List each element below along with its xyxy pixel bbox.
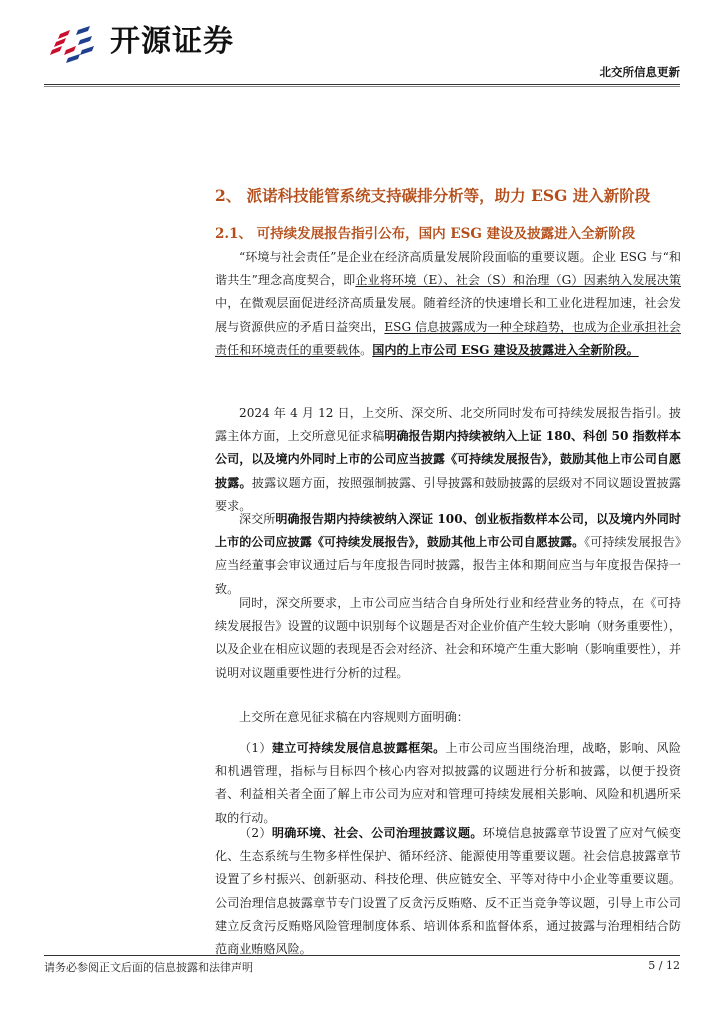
paragraph-esg-intro: “环境与社会责任”是企业在经济高质量发展阶段面临的重要议题。企业 ESG 与“和谐共生”理念高度契合，即企业将环境（E）、社会（S）和治理（G）因素纳入发展决策中，在微观层面促进经济高质量发展。随着经济的快速增长和工业化进程加速，社会发展与资源供应的矛盾日益突出，ESG 信息披露成为一种全球趋势，也成为企业承担社会责任和环境责任的重要载体。国内的上市公司 ESG 建设及披露进入全新阶段。 bbox=[215, 250, 682, 357]
paragraph-sse-content-rules: 上交所在意见征求稿在内容规则方面明确： bbox=[239, 710, 469, 724]
header-divider bbox=[44, 84, 680, 85]
section-heading: 2、 派诺科技能管系统支持碳排分析等，助力 ESG 进入新阶段 bbox=[215, 186, 651, 205]
paragraph-disclosure-framework: （1）建立可持续发展信息披露框架。上市公司应当围绕治理，战略，影响、风险和机遇管理，指标与目标四个核心内容对拟披露的议题进行分析和披露，以便于投资者、利益相关者全面了解上市公司为应对和管理可持续发展相关影响、风险和机遇所采取的行动。 bbox=[215, 741, 681, 825]
logo-text: 开源证券 bbox=[110, 24, 234, 59]
page-number: 5 / 12 bbox=[648, 959, 680, 972]
header-divider-thin bbox=[44, 86, 680, 87]
footer-disclaimer: 请务必参阅正文后面的信息披露和法律声明 bbox=[44, 961, 253, 974]
subsection-heading: 2.1、 可持续发展报告指引公布，国内 ESG 建设及披露进入全新阶段 bbox=[215, 226, 636, 242]
paragraph-sse-guideline: 2024 年 4 月 12 日，上交所、深交所、北交所同时发布可持续发展报告指引。披露主体方面，上交所意见征求稿明确报告期内持续被纳入上证 180、科创 50 指数样本公司，以及境内外同时上市的公司应当披露《可持续发展报告》，鼓励其他上市公司自愿披露。披露议题方面，按照强制披露、引导披露和鼓励披露的层级对不同议题设置披露要求。 bbox=[215, 406, 681, 513]
paragraph-disclosure-topics: （2）明确环境、社会、公司治理披露议题。环境信息披露章节设置了应对气候变化、生态系统与生物多样性保护、循环经济、能源使用等重要议题。社会信息披露章节设置了乡村振兴、创新驱动、科技伦理、供应链安全、平等对待中小企业等重要议题。公司治理信息披露章节专门设置了反贪污反贿赂、反不正当竞争等议题，引导上市公司建立反贪污反贿赂风险管理制度体系、培训体系和监督体系，通过披露与治理相结合防范商业贿赂风险。 bbox=[215, 826, 681, 957]
company-logo bbox=[44, 20, 234, 64]
paragraph-materiality: 同时，深交所要求，上市公司应当结合自身所处行业和经营业务的特点，在《可持续发展报告》设置的议题中识别每个议题是否对企业价值产生较大影响（财务重要性），以及企业在相应议题的表现是否会对经济、社会和环境产生重大影响（影响重要性），并说明对议题重要性进行分析的过程。 bbox=[215, 596, 681, 680]
logo-mark-icon bbox=[44, 20, 104, 64]
paragraph-szse-guideline: 深交所明确报告期内持续被纳入深证 100、创业板指数样本公司，以及境内外同时上市的公司应披露《可持续发展报告》，鼓励其他上市公司自愿披露。《可持续发展报告》应当经董事会审议通过后与年度报告同时披露，报告主体和期间应当与年度报告保持一致。 bbox=[215, 512, 681, 596]
section-label: 北交所信息更新 bbox=[599, 65, 680, 79]
footer-divider bbox=[44, 955, 680, 956]
